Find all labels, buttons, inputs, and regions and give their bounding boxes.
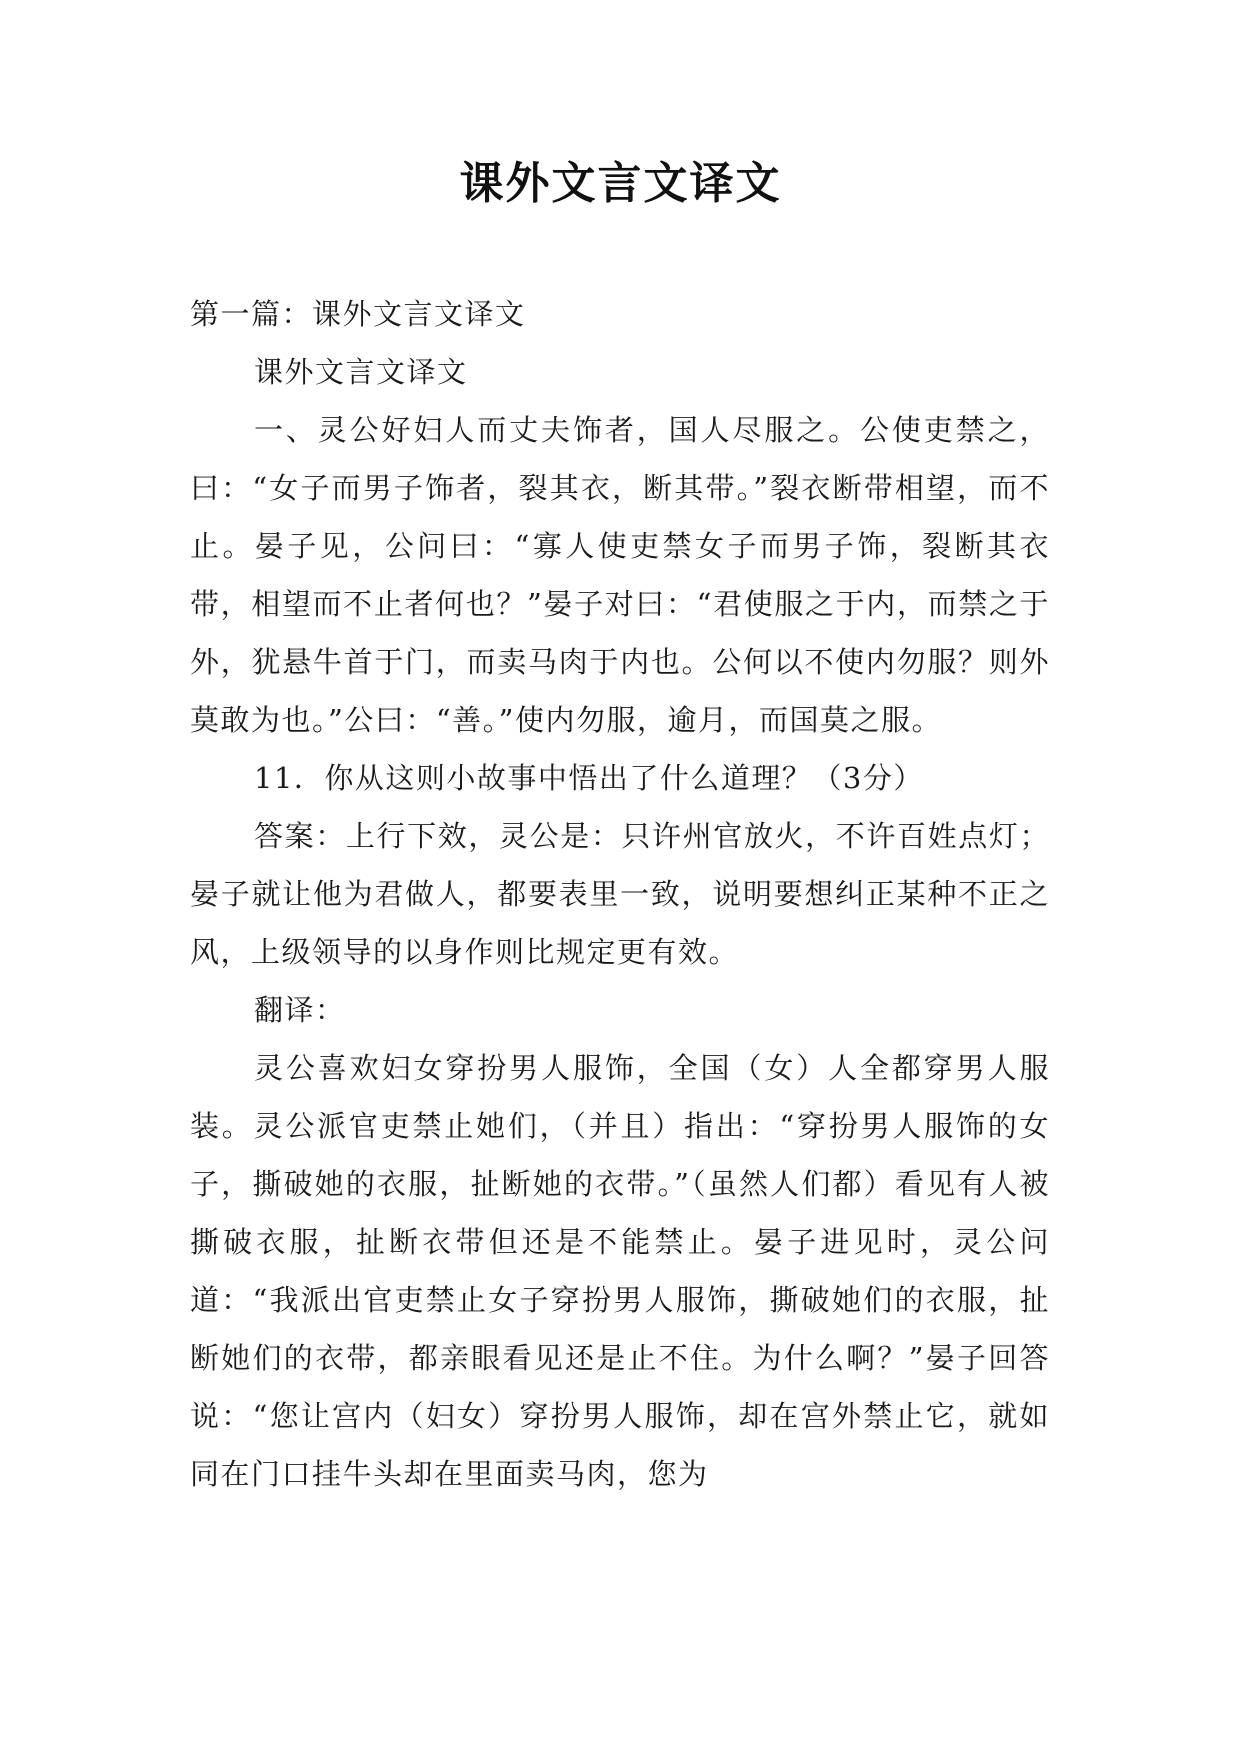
document-body (190, 285, 1050, 1503)
body-paragraph: 一、灵公好妇人而丈夫饰者，国人尽服之。公使吏禁之，曰：“女子而男子饰者，裂其衣，断其带。”裂衣断带相望，而不止。晏子见，公问曰：“寡人使吏禁女子而男子饰，裂断其衣带，相望而不止者何也？”晏子对曰：“君使服之于内，而禁之于外，犹悬牛首于门，而卖马肉于内也。公何以不使内勿服？则外莫敢为也。”公曰：“善。”使内勿服，逾月，而国莫之服。 (190, 413, 1050, 737)
body-paragraph: 11．你从这则小故事中悟出了什么道理？（3分） (254, 761, 924, 795)
body-paragraph: 翻译： (254, 993, 346, 1027)
body-paragraph: 灵公喜欢妇女穿扮男人服饰，全国（女）人全都穿男人服装。灵公派官吏禁止她们，（并且）指出：“穿扮男人服饰的女子，撕破她的衣服，扯断她的衣带。”（虽然人们都）看见有人被撕破衣服，扯断衣带但还是不能禁止。晏子进见时，灵公问道：“我派出官吏禁止女子穿扮男人服饰，撕破她们的衣服，扯断她们的衣带，都亲眼看见还是止不住。为什么啊？”晏子回答说：“您让宫内（妇女）穿扮男人服饰，却在宫外禁止它，就如同在门口挂牛头却在里面卖马肉，您为 (190, 1051, 1050, 1491)
body-paragraph: 答案：上行下效，灵公是：只许州官放火，不许百姓点灯；晏子就让他为君做人，都要表里一致，说明要想纠正某种不正之风，上级领导的以身作则比规定更有效。 (190, 819, 1050, 969)
section-heading: 第一篇：课外文言文译文 (190, 297, 526, 331)
document-title: 课外文言文译文 (459, 158, 782, 209)
subsection-heading: 课外文言文译文 (254, 355, 468, 389)
